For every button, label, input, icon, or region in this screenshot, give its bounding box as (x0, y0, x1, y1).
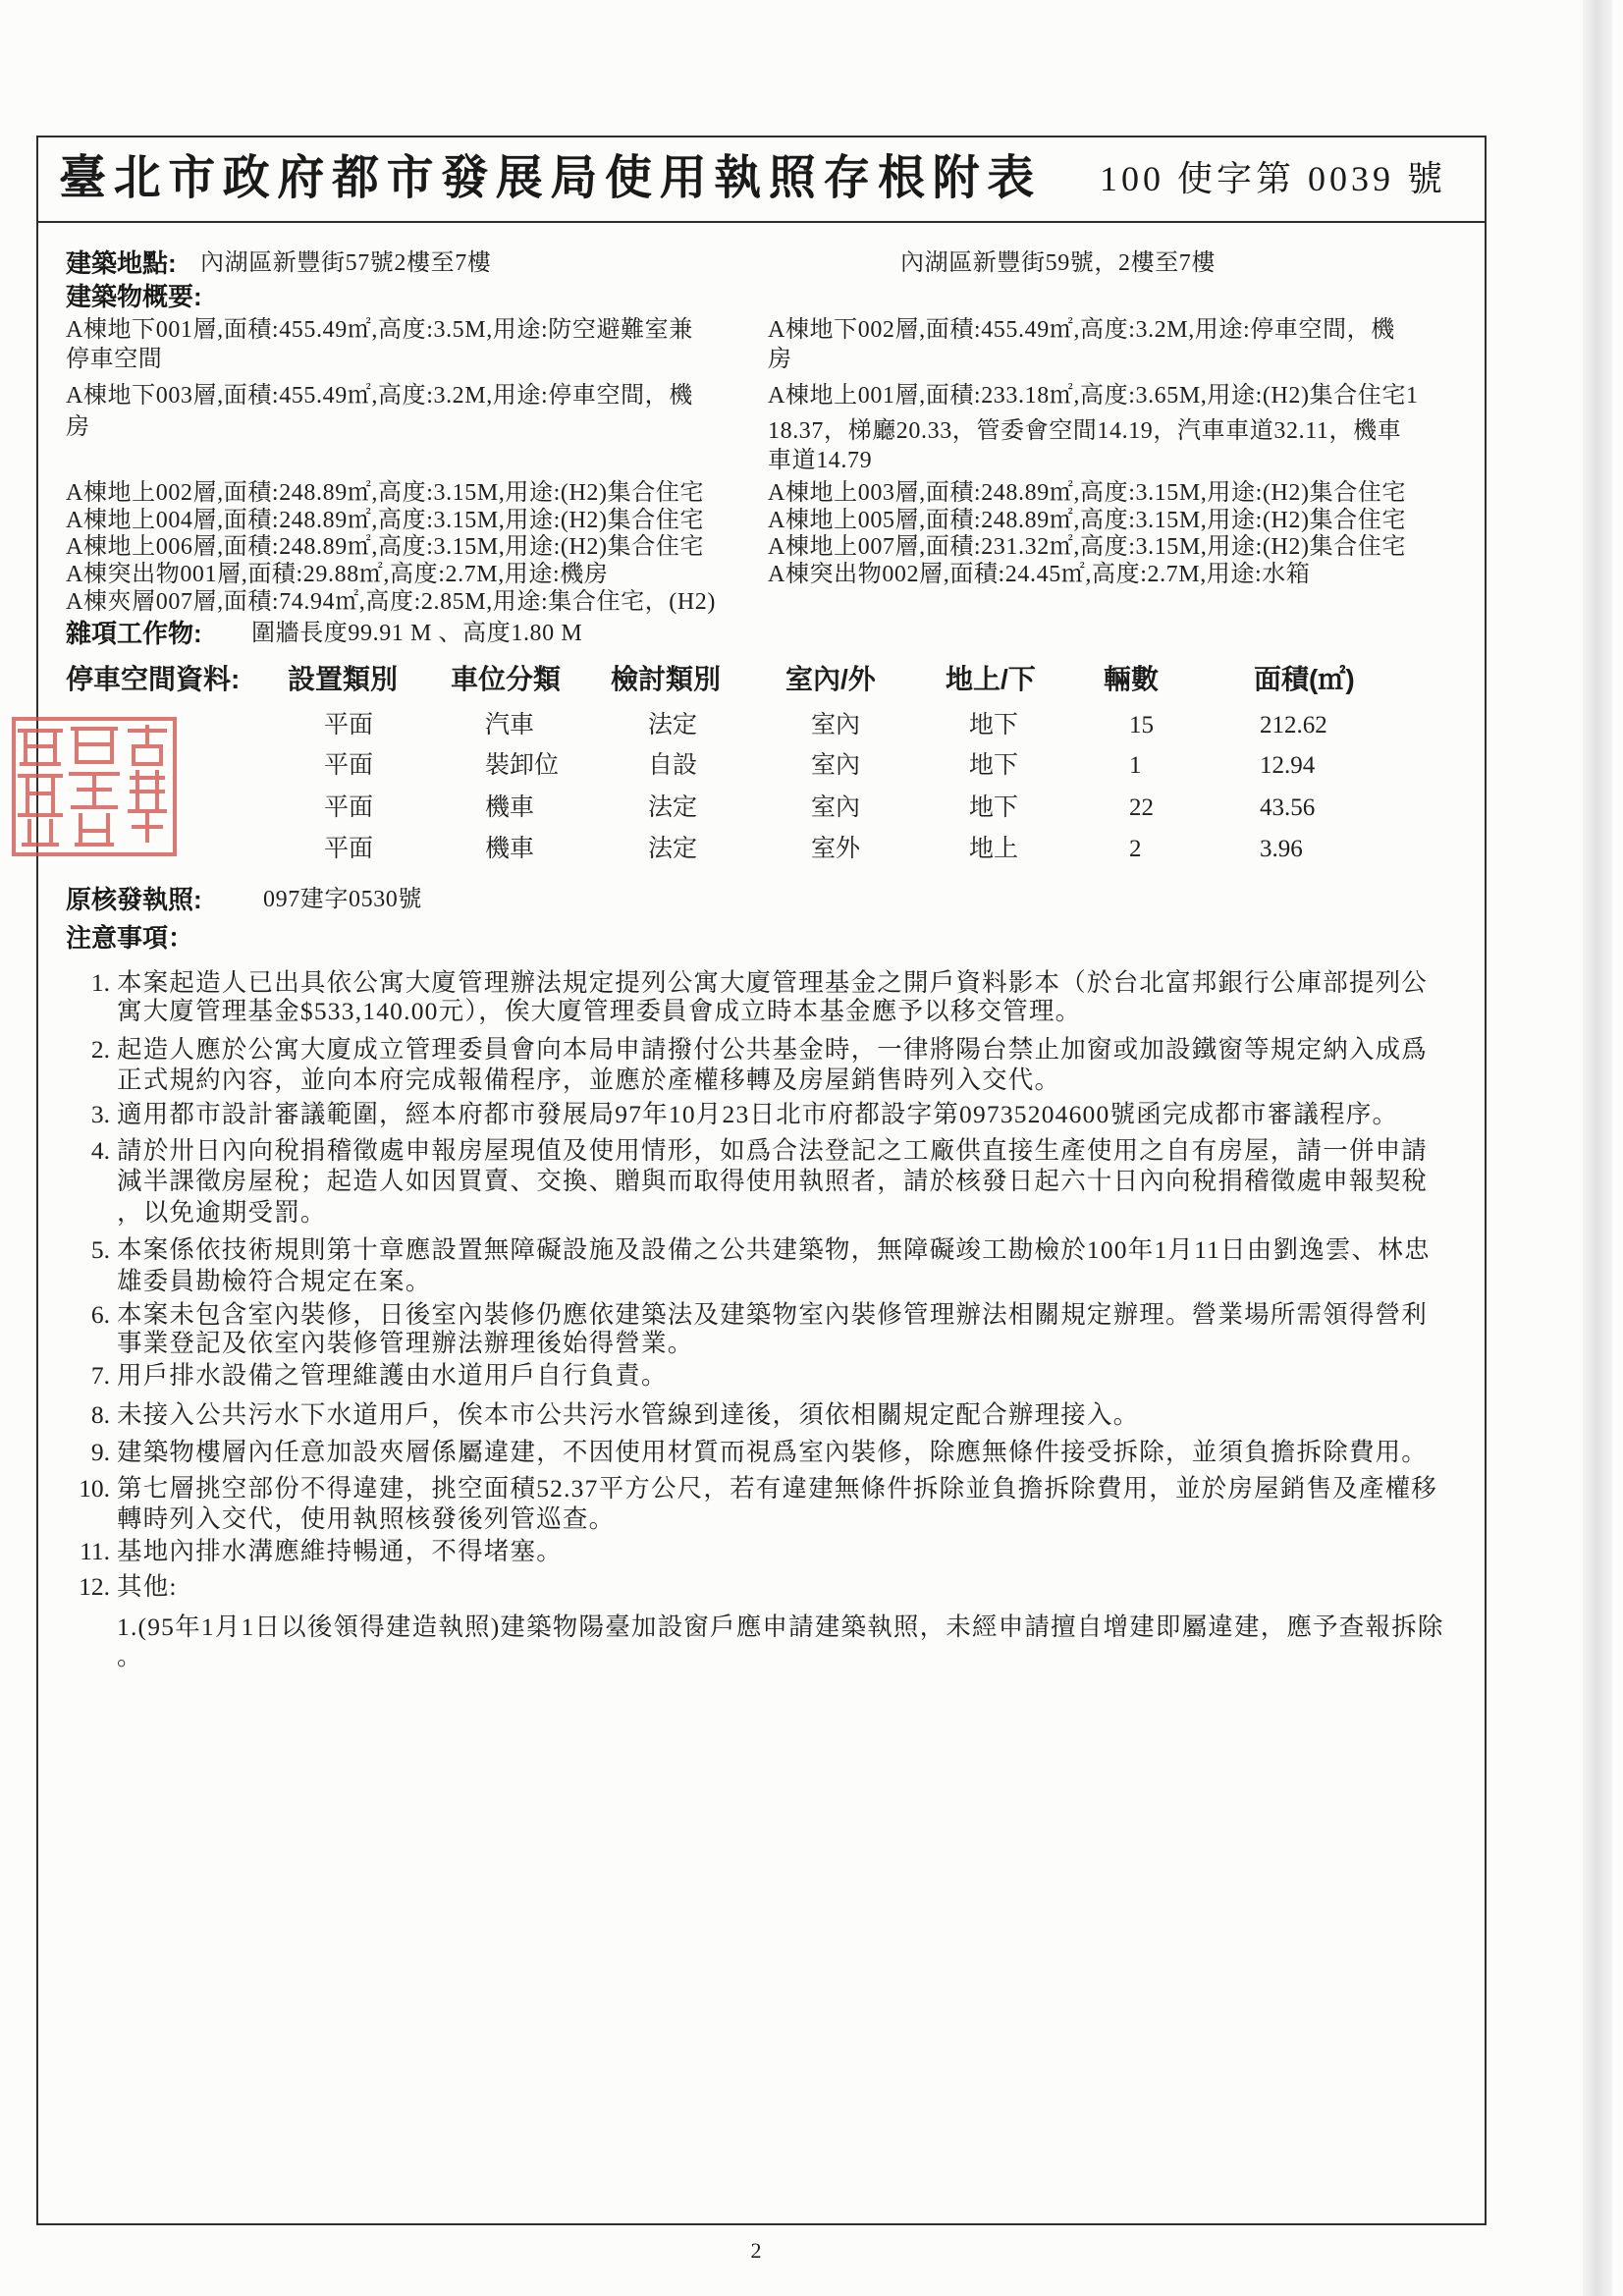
note-line: 起造人應於公寓大廈成立管理委員會向本局申請撥付公共基金時，一律將陽台禁止加窗或加設鐵窗等規定納入成爲 (117, 1035, 1429, 1064)
note-sub-line: 1.(95年1月1日以後領得建造執照)建築物陽臺加設窗戶應申請建築執照，未經申請擅自增建即屬違建，應予查報拆除 (117, 1613, 1444, 1641)
parking-column-header: 地上/下 (946, 664, 1036, 694)
note-line: ，以免逾期受罰。 (117, 1198, 327, 1227)
overview-right-line: 車道14.79 (768, 448, 873, 473)
note-line: 雄委員勘檢符合規定在案。 (117, 1267, 432, 1295)
note-line: 寓大廈管理基金$533,140.00元），俟大廈管理委員會成立時本基金應予以移交管理。 (117, 997, 1082, 1025)
table-cell: 3.96 (1260, 836, 1303, 862)
table-cell: 22 (1129, 794, 1154, 821)
table-cell: 地上 (969, 836, 1019, 862)
overview-right-line: A棟突出物002層,面積:24.45㎡,高度:2.7M,用途:水箱 (768, 562, 1311, 587)
table-cell: 裝卸位 (485, 752, 560, 779)
table-cell: 法定 (648, 712, 698, 738)
parking-column-header: 面積(㎡) (1254, 664, 1355, 694)
note-number: 6. (90, 1300, 110, 1329)
note-line: 建築物樓層內任意加設夾層係屬違建，不因使用材質而視爲室內裝修，除應無條件接受拆除，並須負擔拆除費用。 (117, 1438, 1429, 1466)
official-seal-stamp (8, 713, 181, 860)
table-cell: 法定 (648, 794, 698, 821)
parking-column-header: 車位分類 (451, 664, 562, 694)
note-line: 本案係依技術規則第十章應設置無障礙設施及設備之公共建築物，無障礙竣工勘檢於100年1月11日由劉逸雲、林忠 (117, 1235, 1431, 1264)
note-number: 4. (90, 1136, 110, 1165)
table-cell: 平面 (324, 836, 374, 862)
note-line: 用戶排水設備之管理維護由水道用戶自行負責。 (117, 1361, 668, 1390)
note-line: 第七層挑空部份不得違建，挑空面積52.37平方公尺，若有違建無條件拆除並負擔拆除費用，並於房屋銷售及產權移 (117, 1474, 1437, 1503)
overview-right-line: A棟地下002層,面積:455.49㎡,高度:3.2M,用途:停車空間，機 (768, 317, 1395, 343)
overview-left-line: A棟地上004層,面積:248.89㎡,高度:3.15M,用途:(H2)集合住宅 (66, 508, 704, 533)
overview-right-line: A棟地上001層,面積:233.18㎡,高度:3.65M,用途:(H2)集合住宅1 (768, 383, 1419, 409)
note-line: 轉時列入交代，使用執照核發後列管巡查。 (117, 1504, 616, 1533)
note-number: 5. (90, 1235, 110, 1264)
note-number: 9. (90, 1438, 110, 1466)
overview-left-line: A棟地上002層,面積:248.89㎡,高度:3.15M,用途:(H2)集合住宅 (66, 480, 704, 506)
table-cell: 機車 (485, 794, 535, 821)
table-cell: 地下 (969, 794, 1019, 821)
location-label: 建築地點: (66, 248, 177, 278)
note-number: 2. (90, 1035, 110, 1064)
misc-works-value: 圍牆長度99.91 M 、高度1.80 M (251, 621, 583, 646)
notes-label: 注意事項： (66, 923, 194, 953)
overview-left-line: A棟突出物001層,面積:29.88㎡,高度:2.7M,用途:機房 (66, 562, 609, 587)
overview-right-line: 18.37，梯廳20.33，管委會空間14.19，汽車車道32.11，機車 (768, 418, 1402, 444)
note-line: 請於卅日內向稅捐稽徵處申報房屋現值及使用情形，如爲合法登記之工廠供直接生產使用之自有房屋，請一併申請 (117, 1136, 1429, 1165)
overview-left-line: A棟地上006層,面積:248.89㎡,高度:3.15M,用途:(H2)集合住宅 (66, 534, 704, 560)
note-line: 基地內排水溝應維持暢通，不得堵塞。 (117, 1537, 563, 1565)
table-cell: 平面 (324, 712, 374, 738)
table-cell: 室外 (811, 836, 861, 862)
note-line: 事業登記及依室內裝修管理辦法辦理後始得營業。 (117, 1329, 694, 1357)
table-cell: 212.62 (1260, 712, 1327, 738)
note-number: 10. (79, 1474, 110, 1503)
location-value-2: 內湖區新豐街59號，2樓至7樓 (900, 250, 1216, 276)
parking-column-header: 設置類別 (288, 664, 399, 694)
overview-right-line: A棟地上007層,面積:231.32㎡,高度:3.15M,用途:(H2)集合住宅 (768, 534, 1406, 560)
table-cell: 汽車 (485, 712, 535, 738)
overview-left-line: A棟地下001層,面積:455.49㎡,高度:3.5M,用途:防空避難室兼 (66, 317, 693, 343)
overview-right-line: A棟地上003層,面積:248.89㎡,高度:3.15M,用途:(H2)集合住宅 (768, 480, 1406, 506)
note-sub-line: 。 (117, 1642, 143, 1670)
note-line: 其他: (117, 1572, 178, 1601)
table-cell: 1 (1129, 752, 1142, 779)
note-number: 1. (90, 968, 110, 997)
table-cell: 室內 (811, 794, 861, 821)
note-line: 正式規約內容，並向本府完成報備程序，並應於產權移轉及房屋銷售時列入交代。 (117, 1066, 1061, 1094)
overview-left-line: A棟地下003層,面積:455.49㎡,高度:3.2M,用途:停車空間，機 (66, 383, 693, 409)
note-number: 3. (90, 1100, 110, 1128)
overview-label: 建築物概要: (66, 282, 202, 311)
note-line: 未接入公共污水下水道用戶，俟本市公共污水管線到達後，須依相關規定配合辦理接入。 (117, 1400, 1140, 1429)
overview-right-line: A棟地上005層,面積:248.89㎡,高度:3.15M,用途:(H2)集合住宅 (768, 508, 1406, 533)
table-cell: 室內 (811, 712, 861, 738)
table-cell: 43.56 (1260, 794, 1316, 821)
note-number: 8. (90, 1400, 110, 1429)
table-cell: 自設 (648, 752, 698, 779)
parking-column-header: 室內/外 (785, 664, 876, 694)
title-divider (36, 221, 1487, 223)
original-license-value: 097建字0530號 (263, 887, 422, 912)
table-cell: 地下 (969, 752, 1019, 779)
misc-works-label: 雜項工作物: (66, 619, 202, 648)
note-number: 12. (79, 1572, 110, 1601)
table-cell: 室內 (811, 752, 861, 779)
overview-left-line: 停車空間 (66, 347, 163, 372)
parking-column-header: 輛數 (1104, 664, 1160, 694)
parking-label: 停車空間資料: (66, 664, 241, 694)
table-cell: 地下 (969, 712, 1019, 738)
note-number: 7. (90, 1361, 110, 1390)
note-number: 11. (80, 1537, 110, 1565)
table-cell: 平面 (324, 752, 374, 779)
permit-number: 100 使字第 0039 號 (1100, 159, 1447, 198)
table-cell: 2 (1129, 836, 1142, 862)
table-cell: 15 (1129, 712, 1154, 738)
scan-edge-shadow (1583, 0, 1612, 2296)
note-line: 本案未包含室內裝修，日後室內裝修仍應依建築法及建築物室內裝修管理辦法相關規定辦理。營業場所需領得營利 (117, 1300, 1429, 1329)
table-cell: 12.94 (1260, 752, 1316, 779)
note-line: 減半課徵房屋稅；起造人如因買賣、交換、贈與而取得使用執照者，請於核發日起六十日內向稅捐稽徵處申報契稅 (117, 1167, 1429, 1195)
parking-column-header: 檢討類別 (611, 664, 722, 694)
table-cell: 平面 (324, 794, 374, 821)
note-line: 適用都市設計審議範圍，經本府都市發展局97年10月23日北市府都設字第09735204600號函完成都市審議程序。 (117, 1100, 1399, 1128)
table-cell: 機車 (485, 836, 535, 862)
document-title: 臺北市政府都市發展局使用執照存根附表 (59, 152, 1042, 204)
note-line: 本案起造人已出具依公寓大廈管理辦法規定提列公寓大廈管理基金之開戶資料影本（於台北富邦銀行公庫部提列公 (117, 968, 1429, 997)
location-value: 內湖區新豐街57號2樓至7樓 (200, 250, 492, 276)
table-cell: 法定 (648, 836, 698, 862)
overview-left-line: 房 (66, 414, 90, 440)
original-license-label: 原核發執照: (66, 885, 202, 914)
overview-left-line: A棟夾層007層,面積:74.94㎡,高度:2.85M,用途:集合住宅，(H2) (66, 589, 716, 615)
page-number: 2 (750, 2238, 762, 2263)
overview-right-line: 房 (768, 347, 792, 372)
